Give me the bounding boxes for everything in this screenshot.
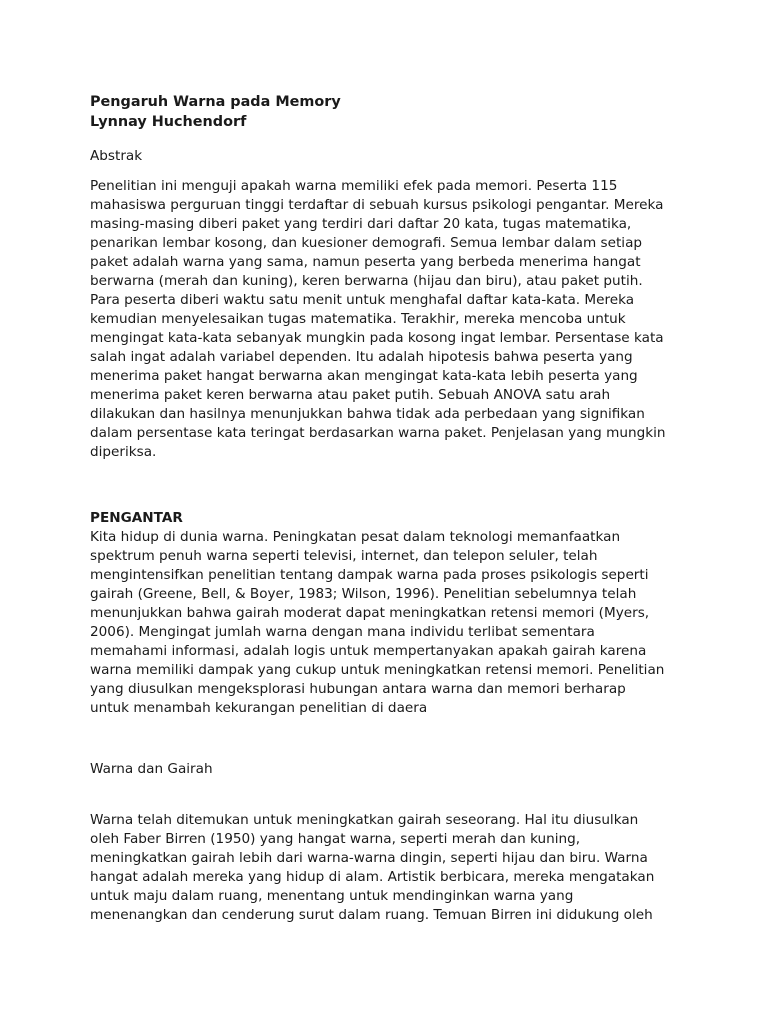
abstract-paragraph: Penelitian ini menguji apakah warna memiliki efek pada memori. Peserta 115 mahasiswa perguruan tinggi terdaftar di sebuah kursus psikologi pengantar. Mereka masing-masing diberi paket yang terdiri dari daftar 20 kata, tugas matematika, penarikan lembar kosong, dan kuesioner demografi. Semua lembar dalam setiap paket adalah warna yang sama, namun peserta yang berbeda menerima hangat berwarna (merah dan kuning), keren berwarna (hijau dan biru), atau paket putih. Para peserta diberi waktu satu menit untuk menghafal daftar kata-kata. Mereka kemudian menyelesaikan tugas matematika. Terakhir, mereka mencoba untuk mengingat kata-kata sebanyak mungkin pada kosong ingat lembar. Persentase kata salah ingat adalah variabel dependen. Itu adalah hipotesis bahwa peserta yang menerima paket hangat berwarna akan mengingat kata-kata lebih peserta yang menerima paket keren berwarna atau paket putih. Sebuah ANOVA satu arah dilakukan dan hasilnya menunjukkan bahwa tidak ada perbedaan yang signifikan dalam persentase kata teringat berdasarkan warna paket. Penjelasan yang mungkin diperiksa. <box>90 178 666 460</box>
abstract-heading: Abstrak <box>90 148 143 164</box>
title-block <box>90 92 690 132</box>
document-author: Lynnay Huchendorf <box>90 114 247 130</box>
section-paragraph-color-arousal: Warna telah ditemukan untuk meningkatkan gairah seseorang. Hal itu diusulkan oleh Faber Birren (1950) yang hangat warna, seperti merah dan kuning, meningkatkan gairah lebih dari warna-warna dingin, seperti hijau dan biru. Warna hangat adalah mereka yang hidup di alam. Artistik berbicara, mereka mengatakan untuk maju dalam ruang, menentang untuk mendinginkan warna yang menenangkan dan cenderung surut dalam ruang. Temuan Birren ini didukung oleh <box>90 812 655 923</box>
intro-paragraph: Kita hidup di dunia warna. Peningkatan pesat dalam teknologi memanfaatkan spektrum penuh warna seperti televisi, internet, dan telepon seluler, telah mengintensifkan penelitian tentang dampak warna pada proses psikologis seperti gairah (Greene, Bell, & Boyer, 1983; Wilson, 1996). Penelitian sebelumnya telah menunjukkan bahwa gairah moderat dapat meningkatkan retensi memori (Myers, 2006). Mengingat jumlah warna dengan mana individu terlibat sementara memahami informasi, adalah logis untuk mempertanyakan apakah gairah karena warna memiliki dampak yang cukup untuk meningkatkan retensi memori. Penelitian yang diusulkan mengeksplorasi hubungan antara warna dan memori berharap untuk menambah kekurangan penelitian di daera <box>90 529 665 716</box>
document-page <box>90 92 690 925</box>
intro-heading: PENGANTAR <box>90 510 183 526</box>
document-title: Pengaruh Warna pada Memory <box>90 94 341 110</box>
section-heading-color-arousal: Warna dan Gairah <box>90 761 213 777</box>
